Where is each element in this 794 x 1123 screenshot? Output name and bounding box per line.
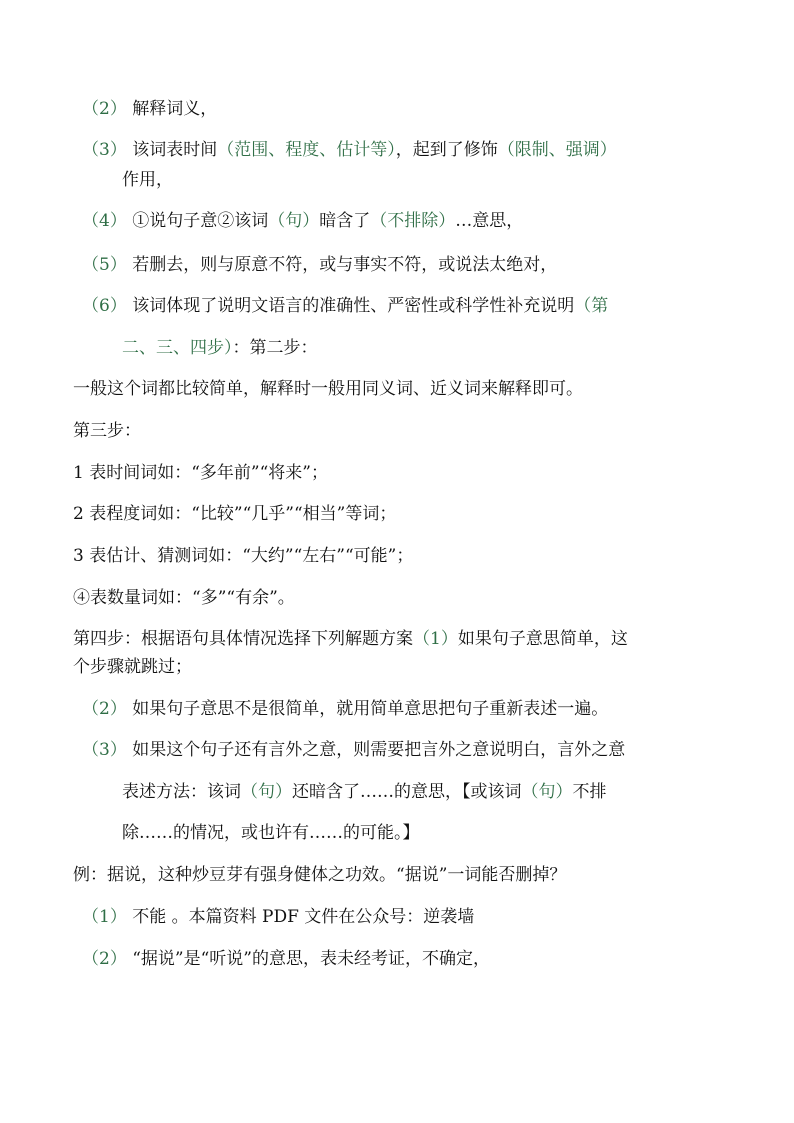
text-line: [73, 656, 192, 678]
text-segment: 例：据说，这种炒豆芽有强身健体之功效。“据说”一词能否删掉？: [73, 865, 567, 885]
text-segment: 该词表时间: [126, 140, 218, 160]
item-number: （3）: [82, 740, 127, 760]
text-segment: 第三步：: [73, 421, 141, 441]
text-line: [82, 698, 608, 720]
text-segment: 第四步：根据语句具体情况选择下列解题方案: [73, 629, 413, 649]
text-line: [73, 462, 328, 484]
highlighted-text: （1）: [413, 629, 458, 649]
item-number: （2）: [82, 949, 127, 969]
text-line: [122, 822, 420, 844]
text-line: [73, 378, 583, 400]
text-segment: 不排: [572, 782, 607, 802]
highlighted-text: （限制、强调）: [497, 140, 617, 160]
text-segment: “据说”是“听说”的意思，表未经考证，不确定，: [126, 949, 490, 969]
highlighted-text: （句）: [521, 782, 573, 802]
text-segment: 一般这个词都比较简单，解释时一般用同义词、近义词来解释即可。: [73, 379, 583, 399]
item-number: （2）: [82, 99, 127, 119]
text-segment: 个步骤就跳过；: [73, 657, 192, 677]
text-segment: ，起到了修饰: [395, 140, 498, 160]
text-line: [122, 169, 173, 191]
text-segment: 该词体现了说明文语言的准确性、严密性或科学性补充说明: [126, 296, 575, 316]
text-line: [82, 139, 617, 161]
text-line: [122, 781, 607, 803]
text-line: [73, 587, 295, 609]
item-number: （2）: [82, 699, 127, 719]
text-line: [82, 210, 523, 232]
text-line: [82, 295, 608, 317]
item-number: （3）: [82, 140, 127, 160]
text-line: [82, 739, 625, 761]
text-line: [82, 98, 217, 120]
text-segment: 如果句子意思简单，这: [457, 629, 628, 649]
text-segment: 如果这个句子还有言外之意，则需要把言外之意说明白，言外之意: [126, 740, 626, 760]
text-line: [73, 864, 566, 886]
item-number: （6）: [82, 296, 127, 316]
text-segment: …意思，: [455, 211, 524, 231]
text-segment: 作用，: [122, 170, 173, 190]
highlighted-text: （第: [574, 296, 609, 316]
text-line: [73, 420, 141, 442]
text-segment: 2 表程度词如：“比较”“几乎”“相当”等词；: [73, 504, 397, 524]
highlighted-text: （范围、程度、估计等）: [217, 140, 396, 160]
item-number: （4）: [82, 211, 127, 231]
text-segment: ④表数量词如：“多”“有余”。: [73, 588, 295, 608]
text-segment: 还暗含了……的意思，【或该词: [292, 782, 522, 802]
text-line: [73, 628, 628, 650]
highlighted-text: （不排除）: [370, 211, 456, 231]
highlighted-text: 二、三、四步）: [122, 338, 233, 358]
text-segment: 3 表估计、猜测词如：“大约”“左右”“可能”；: [73, 546, 414, 566]
highlighted-text: （句）: [241, 782, 292, 802]
text-segment: 如果句子意思不是很简单，就用简单意思把句子重新表述一遍。: [126, 699, 609, 719]
highlighted-text: （句）: [268, 211, 320, 231]
text-segment: 表述方法：该词: [122, 782, 241, 802]
item-number: （5）: [82, 255, 127, 275]
text-line: [82, 906, 474, 928]
text-segment: 暗含了: [319, 211, 371, 231]
text-segment: 1 表时间词如：“多年前”“将来”；: [73, 463, 328, 483]
text-segment: 若删去，则与原意不符，或与事实不符，或说法太绝对，: [126, 255, 558, 275]
text-line: [73, 503, 396, 525]
text-line: [82, 254, 557, 276]
text-line: [82, 948, 490, 970]
text-segment: ：第二步：: [232, 338, 318, 358]
text-segment: ①说句子意②该词: [126, 211, 269, 231]
text-segment: 除……的情况，或也许有……的可能。】: [122, 823, 420, 843]
item-number: （1）: [82, 907, 127, 927]
text-line: [122, 337, 318, 359]
text-segment: 不能 。本篇资料 PDF 文件在公众号：逆袭墙: [126, 907, 475, 927]
text-line: [73, 545, 413, 567]
text-segment: 解释词义，: [126, 99, 218, 119]
